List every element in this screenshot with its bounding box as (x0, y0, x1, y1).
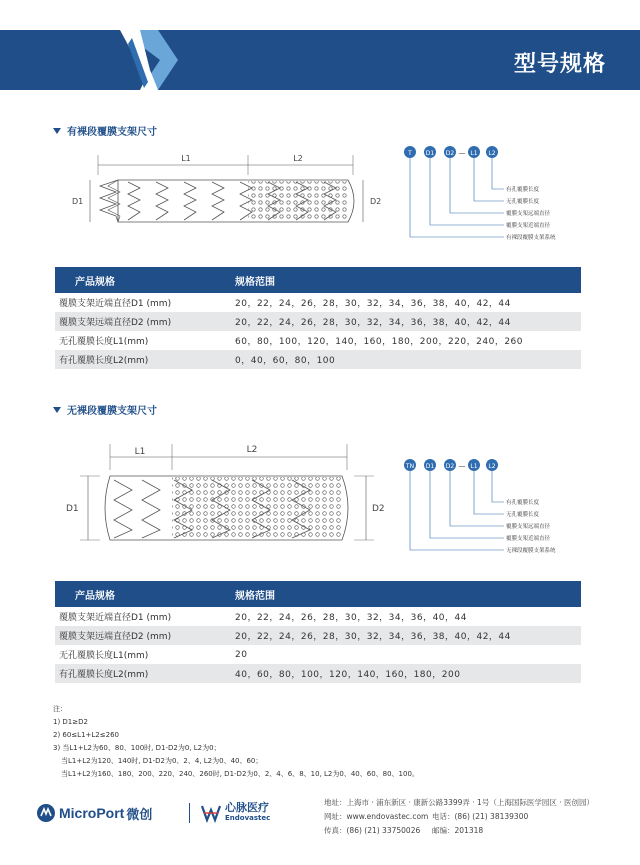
legend-item: 覆膜支架近端直径 (506, 223, 551, 229)
legend-leader-lines (410, 158, 504, 237)
page-title: 型号规格 (513, 52, 606, 77)
code-letter: L1 (470, 463, 478, 470)
row-values: 20，22，24，26，28，30，32，34，36，38，40，42，44 (235, 312, 581, 331)
endovastec-logo (200, 803, 270, 823)
notes-block (53, 703, 419, 781)
note-item: 当L1+L2为160、180、200、220、240、260时, D1-D2为0、2、4、6、8、10, L2为0、40、60、80、100。 (61, 770, 419, 778)
row-label: 覆膜支架远端直径D2 (mm) (55, 312, 235, 331)
row-values: 20，22，24，26，28，30，32，34，36，40，44 (235, 613, 467, 623)
table-row (55, 664, 581, 683)
code-letter: T (408, 150, 412, 157)
legend-item: 覆膜支架远端直径 (506, 524, 551, 530)
footer-postcode: 邮编：201318 (432, 826, 484, 835)
model-code-legend-2 (400, 456, 570, 556)
spec-table-1 (55, 267, 581, 369)
label-d2: D2 (370, 197, 382, 206)
label-d2: D2 (372, 504, 385, 514)
row-values: 60，80，100，120，140，160，180，200，220，240，260 (235, 337, 524, 347)
legend-item: 有孔覆膜长度 (506, 500, 540, 506)
code-dash: — (458, 149, 466, 157)
row-label: 无孔覆膜长度L1(mm) (59, 337, 149, 347)
endovastec-emblem-icon (200, 803, 222, 823)
stent-diagram-no-bare (62, 440, 392, 555)
code-letter: D1 (425, 463, 435, 470)
header-spec-range: 规格范围 (235, 581, 581, 607)
notes-title: 注： (53, 705, 67, 713)
code-dash: — (458, 462, 466, 470)
table-row (55, 293, 581, 312)
spec-table-2 (55, 581, 581, 683)
perforated-section (248, 181, 348, 221)
note-item: 2) 60≤L1+L2≤260 (53, 731, 119, 739)
table-header-row (55, 267, 581, 293)
header-product-spec: 产品规格 (55, 581, 235, 607)
footer-website[interactable]: 网址：www.endovastec.com (324, 812, 429, 821)
header-product-spec: 产品规格 (55, 267, 235, 293)
row-values: 20，22，24，26，28，30，32，34，36，38，40，42，44 (235, 626, 581, 645)
legend-item: 无裸段覆膜支架系统 (506, 548, 556, 554)
label-l1: L1 (134, 447, 146, 457)
section2-title: 无裸段覆膜支架尺寸 (53, 402, 157, 417)
stent-diagram-bare (68, 150, 398, 240)
code-letter: L2 (488, 150, 496, 157)
table-row (55, 607, 581, 626)
label-l2: L2 (246, 445, 258, 455)
legend-item: 覆膜支架远端直径 (506, 211, 551, 217)
legend-item: 有裸段覆膜支架系统 (506, 235, 556, 241)
row-values: 0，40，60，80，100 (235, 350, 581, 369)
legend-item: 无孔覆膜长度 (506, 512, 540, 518)
code-letter: L1 (470, 150, 478, 157)
label-d1: D1 (72, 197, 84, 206)
footer-phone: 电话：(86) (21) 38139300 (432, 812, 529, 821)
note-item: 当L1+L2为120、140时, D1-D2为0、2、4, L2为0、40、60； (61, 757, 263, 765)
code-letter: D2 (445, 463, 455, 470)
row-label: 无孔覆膜长度L1(mm) (59, 651, 149, 661)
row-label: 覆膜支架近端直径D1 (mm) (59, 613, 172, 623)
brand-name-cn: 微创 (126, 807, 153, 823)
row-label: 覆膜支架近端直径D1 (mm) (59, 299, 172, 309)
section1-title: 有裸段覆膜支架尺寸 (53, 123, 157, 138)
footer-fax: 传真：(86) (21) 33750026 (324, 826, 421, 835)
row-label: 覆膜支架远端直径D2 (mm) (55, 626, 235, 645)
brand2-name-en: Endovastec (225, 814, 271, 822)
legend-item: 有孔覆膜长度 (506, 187, 540, 193)
table-row (55, 626, 581, 645)
model-code-legend-1 (400, 143, 570, 243)
table-row (55, 312, 581, 331)
brand2-name-cn: 心脉医疗 (225, 801, 269, 814)
table-header-row (55, 581, 581, 607)
row-values: 20 (235, 649, 248, 660)
perforated-section (172, 477, 342, 539)
row-label: 有孔覆膜长度L2(mm) (55, 350, 235, 369)
legend-leader-lines (410, 471, 504, 550)
label-d1: D1 (66, 504, 79, 514)
note-item: 3) 当L1+L2为60、80、100时, D1-D2为0, L2为0； (53, 744, 221, 752)
row-values: 40，60，80，100，120，140，160，180，200 (235, 664, 581, 683)
table-row (55, 331, 581, 350)
footer-divider (189, 803, 190, 823)
triangle-bullet-icon (53, 407, 61, 413)
code-letter: TN (405, 463, 415, 470)
code-letter: D2 (445, 150, 455, 157)
brand-name: MicroPort (59, 805, 125, 821)
microport-emblem-icon (36, 803, 56, 823)
table-row (55, 645, 581, 664)
header-spec-range: 规格范围 (235, 267, 581, 293)
note-item: 1) D1≥D2 (53, 718, 88, 726)
legend-item: 无孔覆膜长度 (506, 199, 540, 205)
microport-logo (36, 803, 152, 823)
table-row (55, 350, 581, 369)
triangle-bullet-icon (53, 128, 61, 134)
legend-item: 覆膜支架近端直径 (506, 536, 551, 542)
row-values: 20，22，24，26，28，30，32，34，36，38，40，42，44 (235, 299, 511, 309)
footer-address: 地址：上海市 · 浦东新区 · 康新公路3399弄 · 1号（上海国际医学园区 · 医创园） (324, 798, 594, 807)
brand-m-logo (0, 30, 200, 90)
label-l1: L1 (181, 154, 191, 163)
code-letter: D1 (425, 150, 435, 157)
row-label: 有孔覆膜长度L2(mm) (55, 664, 235, 683)
code-letter: L2 (488, 463, 496, 470)
label-l2: L2 (293, 154, 303, 163)
